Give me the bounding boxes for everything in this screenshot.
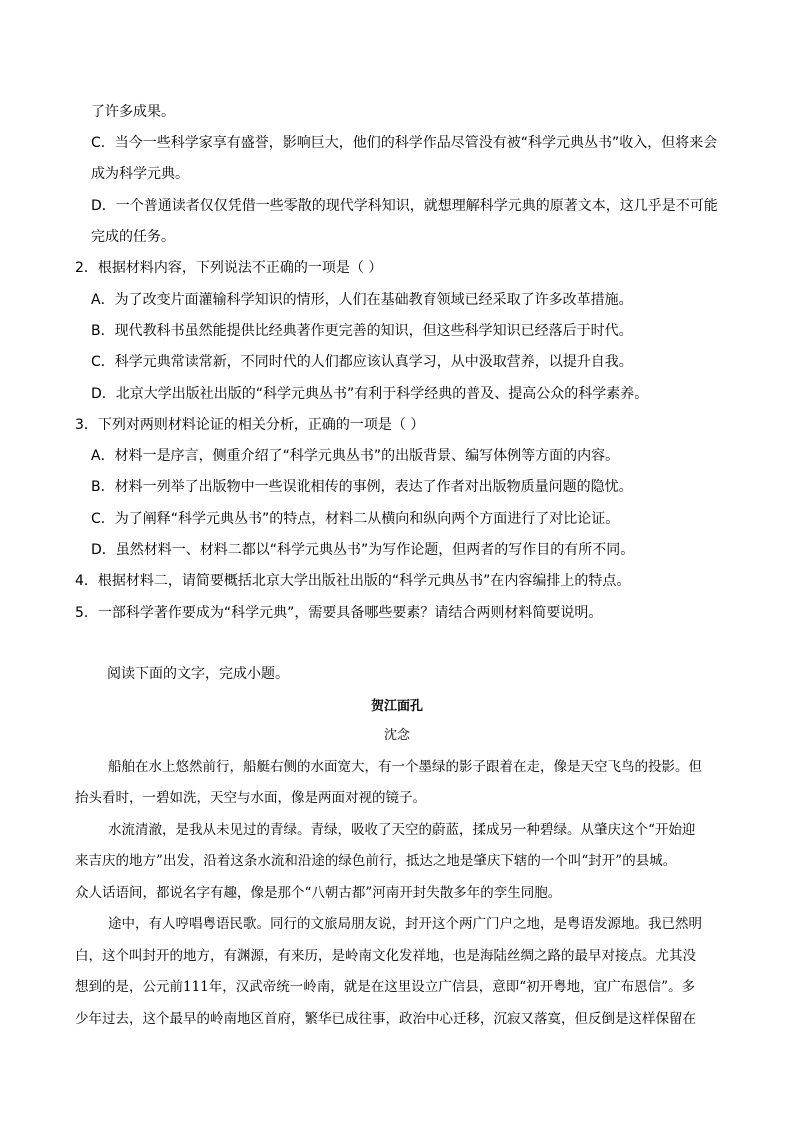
passage-line: 来吉庆的地方”出发，沿着这条水流和沿途的绿色前行，抵达之地是肇庆下辖的一个叫“封开”的县城。	[75, 853, 677, 869]
question-2: 2．根据材料内容，下列说法不正确的一项是（ ）	[75, 260, 383, 276]
q2-option-a: A．为了改变片面灌输科学知识的情形，人们在基础教育领域已经采取了许多改革措施。	[91, 292, 633, 308]
text-line: 完成的任务。	[91, 229, 175, 245]
reading-instruction: 阅读下面的文字，完成小题。	[107, 666, 289, 682]
q3-option-b: B．材料一列举了出版物中一些误讹相传的事例，表达了作者对出版物质量问题的隐忧。	[91, 479, 633, 495]
question-4: 4．根据材料二，请简要概括北京大学出版社出版的“科学元典丛书”在内容编排上的特点。	[75, 573, 631, 589]
q3-option-d: D．虽然材料一、材料二都以“科学元典丛书”为写作论题，但两者的写作目的有所不同。	[91, 542, 635, 558]
q2-option-c: C．科学元典常读常新，不同时代的人们都应该认真学习，从中汲取营养，以提升自我。	[91, 354, 633, 370]
q3-option-a: A．材料一是序言，侧重介绍了“科学元典丛书”的出版背景、编写体例等方面的内容。	[91, 448, 620, 464]
passage-line: 船舶在水上悠然前行，船艇右侧的水面宽大，有一个墨绿的影子跟着在走，像是天空飞鸟的投影。但	[108, 759, 702, 775]
passage-title: 贺江面孔	[370, 699, 423, 714]
question-3: 3．下列对两则材料论证的相关分析，正确的一项是（ ）	[75, 417, 425, 433]
q3-option-c: C．为了阐释“科学元典丛书”的特点，材料二从横向和纵向两个方面进行了对比论证。	[91, 511, 620, 527]
passage-line: 途中，有人哼唱粤语民歌。同行的文旅局朋友说，封开这个两广门户之地，是粤语发源地。我已然明	[108, 916, 702, 932]
option-d-line: D．一个普通读者仅仅凭借一些零散的现代学科知识，就想理解科学元典的原著文本，这几乎是不可能	[91, 198, 718, 214]
passage-line: 想到的是，公元前111年，汉武帝统一岭南，就是在这里设立广信县，意即“初开粤地，宜广布恩信”。多	[75, 979, 696, 995]
passage-line: 少年过去，这个最早的岭南地区首府，繁华已成往事，政治中心迁移，沉寂又落寞，但反倒是这样保留在	[75, 1011, 696, 1027]
passage-line: 水流清澈，是我从未见过的青绿。青绿，吸收了天空的蔚蓝，揉成另一种碧绿。从肇庆这个“开始迎	[108, 822, 696, 838]
q2-option-b: B．现代教科书虽然能提供比经典著作更完善的知识，但这些科学知识已经落后于时代。	[91, 323, 633, 339]
text-line: 成为科学元典。	[91, 166, 189, 182]
text-line: 了许多成果。	[91, 104, 175, 120]
passage-line: 抬头看时，一碧如洗，天空与水面，像是两面对视的镜子。	[75, 790, 426, 806]
question-5: 5．一部科学著作要成为“科学元典”，需要具备哪些要素？请结合两则材料简要说明。	[75, 605, 603, 621]
passage-line: 白，这个叫封开的地方，有渊源，有来历，是岭南文化发祥地，也是海陆丝绸之路的最早对接点。尤其没	[75, 948, 696, 964]
passage-author: 沈念	[383, 728, 410, 743]
option-c-line: C．当今一些科学家享有盛誉，影响巨大，他们的科学作品尽管没有被“科学元典丛书”收入，但将来会	[91, 135, 718, 151]
q2-option-d: D．北京大学出版社出版的“科学元典丛书”有利于科学经典的普及、提高公众的科学素养。	[91, 386, 649, 402]
passage-line: 众人话语间，都说名字有趣，像是那个“八朝古都”河南开封失散多年的孪生同胞。	[75, 885, 562, 901]
